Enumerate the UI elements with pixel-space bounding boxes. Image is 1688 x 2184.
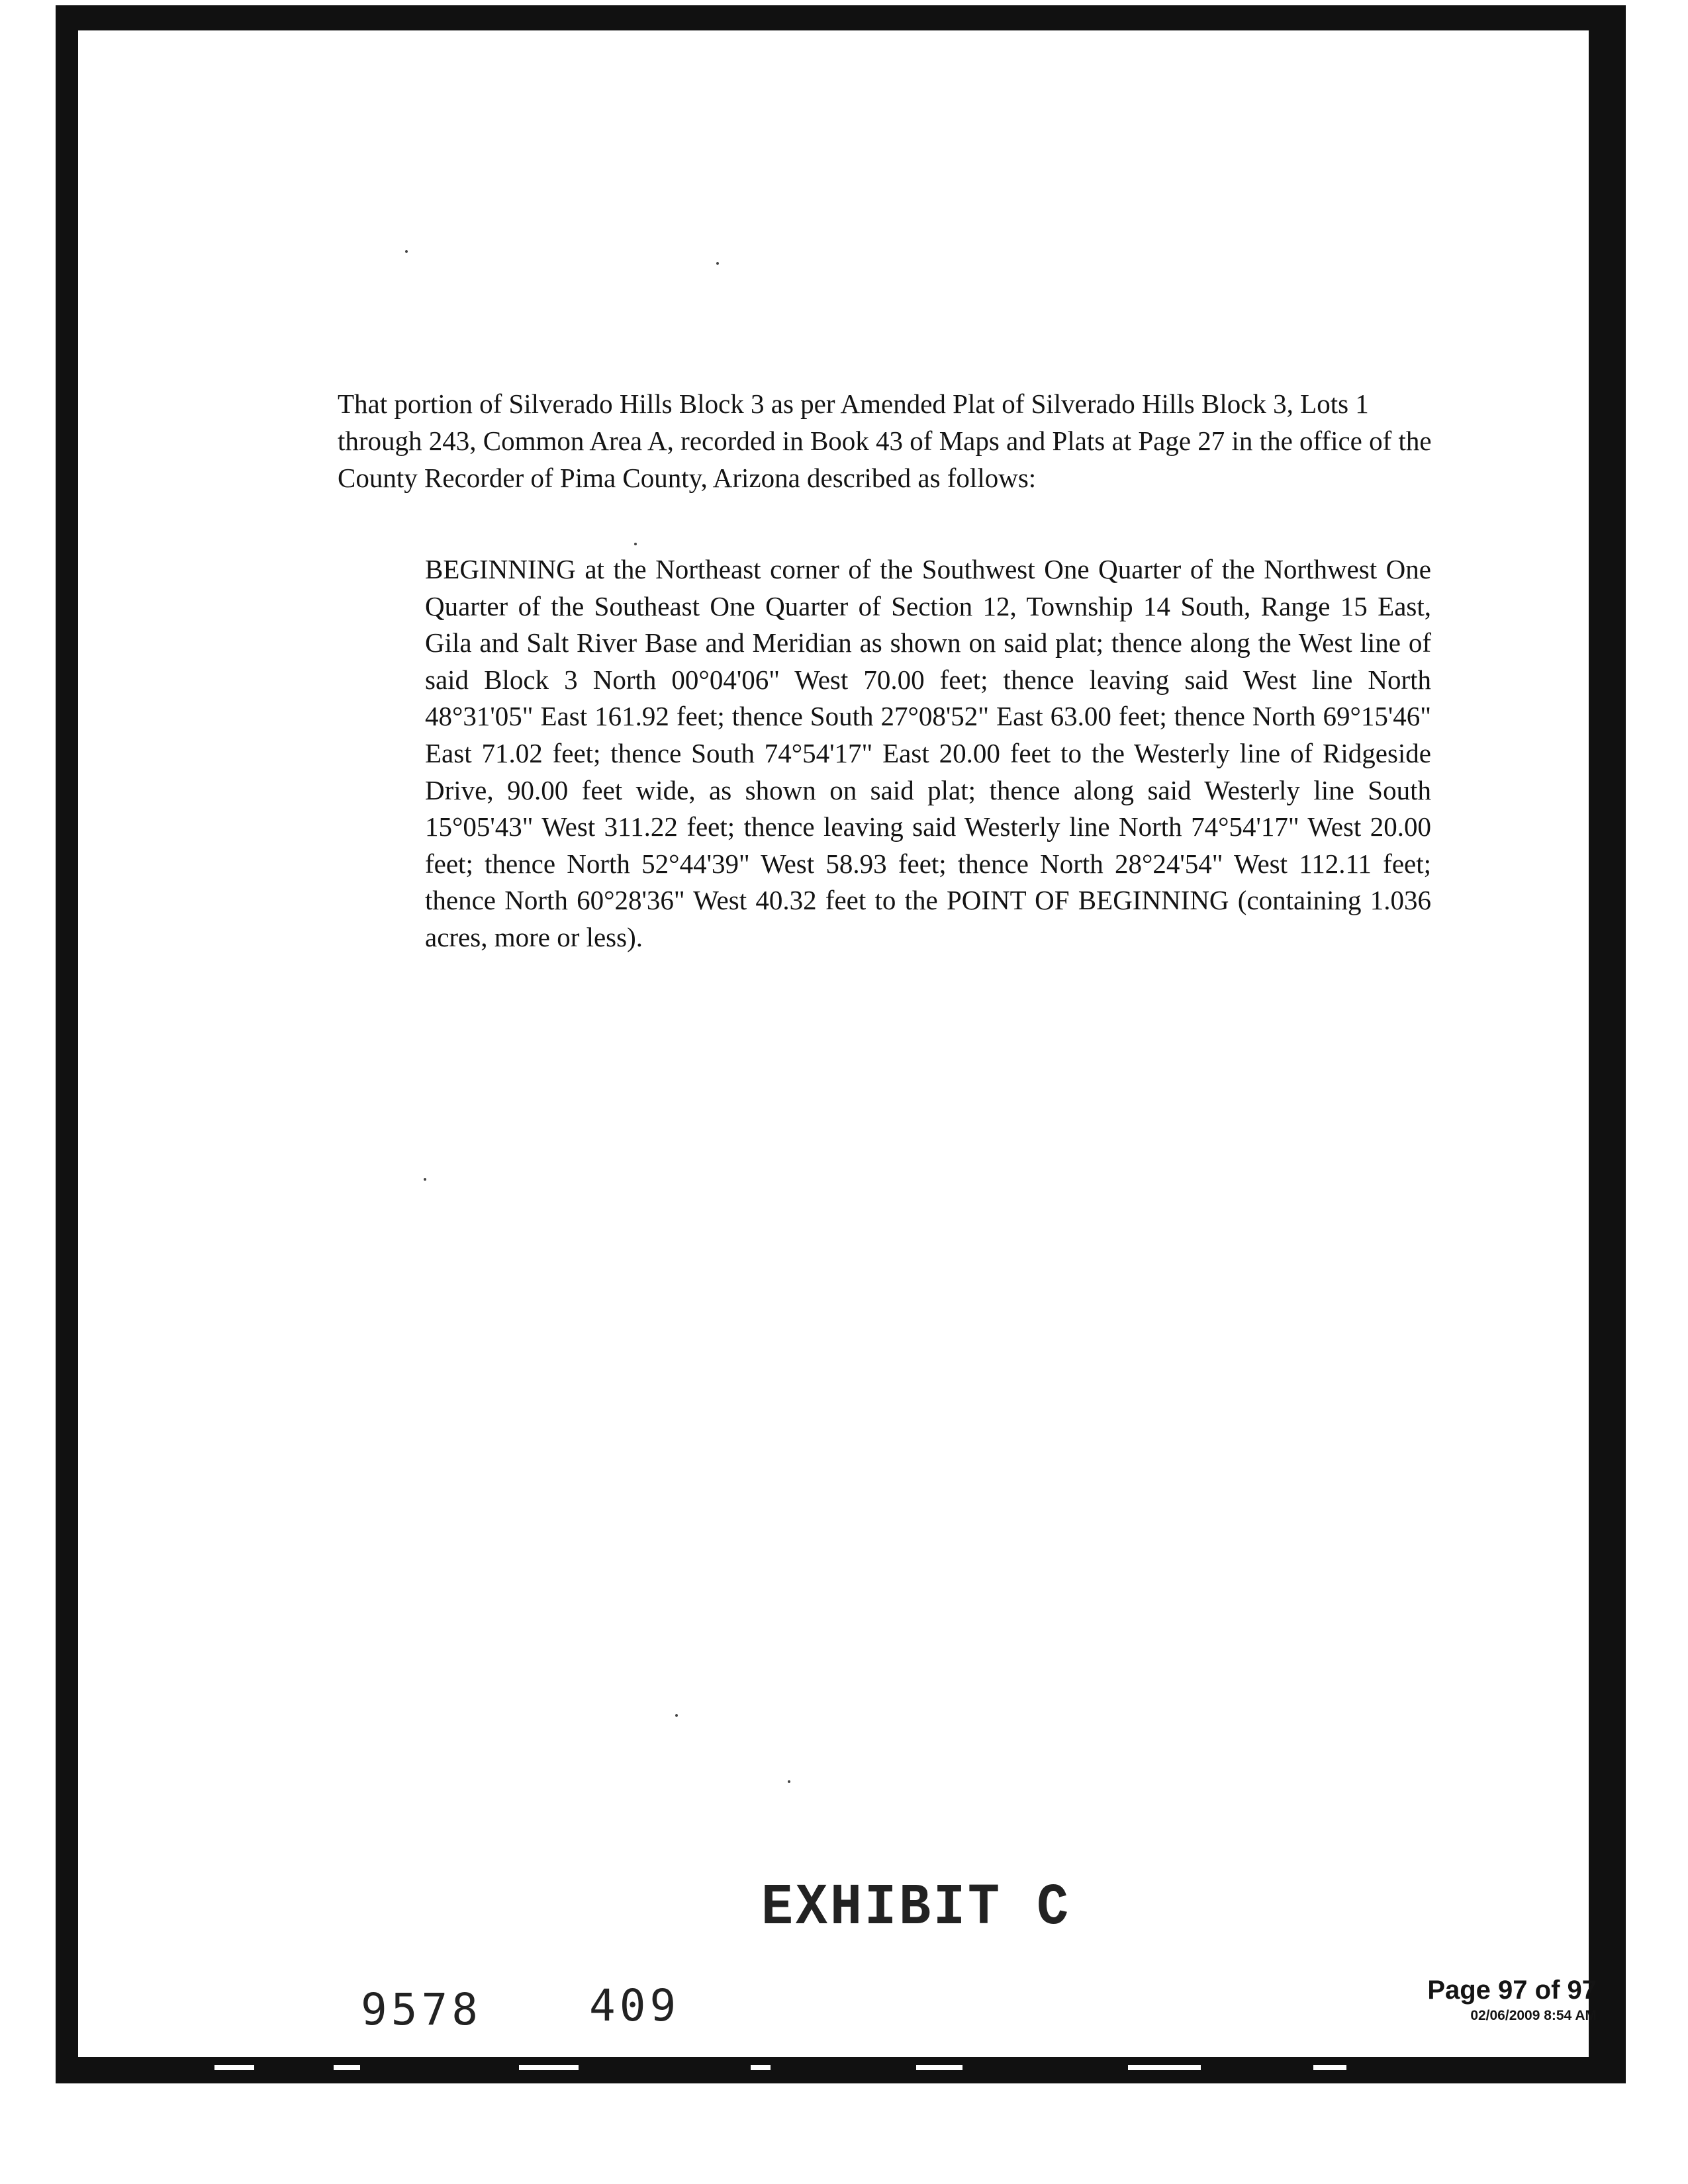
- scan-speck: [424, 1178, 426, 1181]
- scan-border-right: [1589, 5, 1626, 2082]
- book-number: 9578: [361, 1984, 482, 2035]
- scan-speck: [716, 262, 719, 265]
- page-number: 409: [589, 1980, 680, 2031]
- recording-timestamp: 02/06/2009 8:54 AM: [1470, 2008, 1597, 2023]
- scan-speck: [675, 1714, 678, 1717]
- document-page: [78, 30, 1589, 2057]
- scan-speck: [634, 543, 637, 545]
- exhibit-stamp: EXHIBIT C: [761, 1875, 1072, 1942]
- scan-speck: [788, 1780, 790, 1783]
- legal-description-intro: That portion of Silverado Hills Block 3 as per Amended Plat of Silverado Hills Block 3, Lots 1 through 243, Common Area A, recorded in Book 43 of Maps and Plats at Page 27 in the office of the County Recorder of Pima County, Arizona described as follows:: [338, 388, 1432, 493]
- scan-border-top: [56, 5, 1626, 30]
- scan-speck: [405, 250, 408, 253]
- scan-border-left: [56, 5, 78, 2082]
- page-count: Page 97 of 97: [1427, 1976, 1597, 2005]
- scan-noise-bottom: [56, 2057, 1626, 2083]
- metes-and-bounds-description: BEGINNING at the Northeast corner of the Southwest One Quarter of the Northwest One Quarter of the Southeast One Quarter of Section 12, Township 14 South, Range 15 East, Gila and Salt River Base and Meridian as shown on said plat; thence along the West line of said Block 3 North 00°04'06" West 70.00 feet; thence leaving said West line North 48°31'05" East 161.92 feet; thence South 27°08'52" East 63.00 feet; thence North 69°15'46" East 71.02 feet; thence South 74°54'17" East 20.00 feet to the Westerly line of Ridgeside Drive, 90.00 feet wide, as shown on said plat; thence along said Westerly line South 15°05'43" West 311.22 feet; thence leaving said Westerly line North 74°54'17" West 20.00 feet; thence North 52°44'39" West 58.93 feet; thence North 28°24'54" West 112.11 feet; thence North 60°28'36" West 40.32 feet to the POINT OF BEGINNING (containing 1.036 acres, more or less).: [425, 554, 1431, 952]
